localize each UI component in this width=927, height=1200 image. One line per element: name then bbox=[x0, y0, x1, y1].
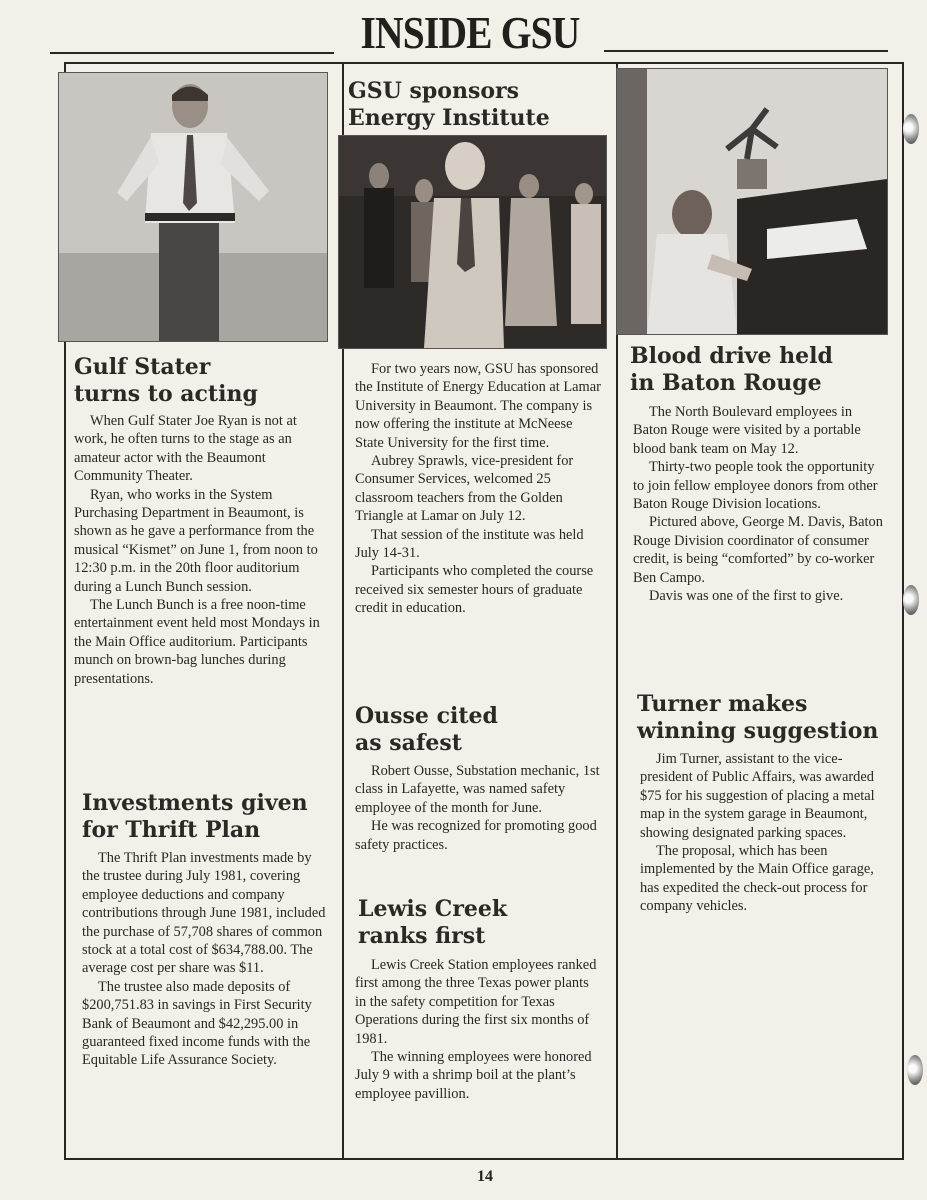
paragraph: Participants who completed the course received six semester hours of graduate credit in education. bbox=[355, 563, 594, 617]
article-turner bbox=[640, 750, 888, 916]
paragraph: The proposal, which has been implemented by the Main Office garage, has expedited the check-out process for company vehicles. bbox=[640, 843, 874, 915]
paragraph: The Thrift Plan investments made by the trustee during July 1981, covering employee deductions and company contributions through June 1981, included the purchase of 57,708 shares of common stock at a total cost of $634,788.00. The average cost per share was $11. bbox=[82, 850, 326, 977]
article-gulf-stater bbox=[74, 412, 324, 688]
paragraph: When Gulf Stater Joe Ryan is not at work, he often turns to the stage as an amateur actor with the Beaumont Community Theater. bbox=[74, 413, 297, 485]
photo-blood-drive bbox=[616, 68, 888, 335]
paragraph: Davis was one of the first to give. bbox=[649, 588, 844, 605]
paragraph: Aubrey Sprawls, vice-president for Consumer Services, welcomed 25 classroom teachers from the Golden Triangle at Lamar on July 12. bbox=[355, 453, 574, 525]
headline-lewis-creek: Lewis Creek ranks first bbox=[358, 896, 508, 949]
paragraph: Robert Ousse, Substation mechanic, 1st class in Lafayette, was named safety employee of the month for June. bbox=[355, 763, 600, 816]
headline-energy-institute: GSU sponsors Energy Institute bbox=[348, 78, 550, 131]
paragraph: Ryan, who works in the System Purchasing Department in Beaumont, is shown as he gave a performance from the musical “Kismet” on June 1, from noon to 12:30 p.m. in the 20th floor auditorium during a Lunch Bunch session. bbox=[74, 486, 318, 595]
photo-actor bbox=[58, 72, 328, 342]
paragraph: The trustee also made deposits of $200,751.83 in savings in First Security Bank of Beaumont and $42,295.00 in guaranteed fixed income funds with the Equitable Life Assurance Society. bbox=[82, 978, 312, 1069]
paragraph: The Lunch Bunch is a free noon-time entertainment event held most Mondays in the Main Office auditorium. Participants munch on brown-bag lunches during presentations. bbox=[74, 597, 320, 687]
paragraph: Thirty-two people took the opportunity to join fellow employee donors from other Baton Rouge Division locations. bbox=[633, 459, 878, 513]
paragraph: For two years now, GSU has sponsored the Institute of Energy Education at Lamar University in Beaumont. The company is now offering the institute at McNeese State University for the first time. bbox=[355, 361, 601, 451]
masthead-title: INSIDE GSU bbox=[360, 7, 580, 58]
headline-turner: Turner makes winning suggestion bbox=[637, 691, 879, 744]
headline-gulf-stater: Gulf Stater turns to acting bbox=[74, 354, 258, 407]
photo-energy-institute bbox=[338, 135, 607, 349]
paragraph: Jim Turner, assistant to the vice-president of Public Affairs, was awarded $75 for his suggestion of placing a metal map in the system garage in Beaumont, showing designated parking spaces. bbox=[640, 751, 875, 841]
paragraph: He was recognized for promoting good safety practices. bbox=[355, 818, 597, 853]
paragraph: Pictured above, George M. Davis, Baton Rouge Division coordinator of consumer credit, is being “comforted” by co-worker Ben Campo. bbox=[633, 514, 883, 586]
article-energy-institute bbox=[355, 360, 603, 618]
binder-hole-icon bbox=[903, 585, 919, 615]
masthead-rule-right bbox=[604, 50, 888, 52]
paragraph: Lewis Creek Station employees ranked first among the three Texas power plants in the safety competition for Texas Operations during the first six months of 1981. bbox=[355, 957, 597, 1047]
paragraph: The winning employees were honored July 9 with a shrimp boil at the plant’s employee pavillion. bbox=[355, 1049, 592, 1102]
article-investments bbox=[82, 849, 328, 1070]
article-lewis-creek bbox=[355, 956, 603, 1103]
headline-blood-drive: Blood drive held in Baton Rouge bbox=[630, 343, 833, 396]
paragraph: That session of the institute was held July 14-31. bbox=[355, 526, 584, 562]
binder-hole-icon bbox=[907, 1055, 923, 1085]
paragraph: The North Boulevard employees in Baton Rouge were visited by a portable blood bank team on May 12. bbox=[633, 404, 861, 457]
article-blood-drive bbox=[633, 403, 885, 605]
binder-hole-icon bbox=[903, 114, 919, 144]
headline-investments: Investments given for Thrift Plan bbox=[82, 790, 308, 843]
page-number: 14 bbox=[477, 1168, 493, 1185]
article-ousse bbox=[355, 762, 603, 854]
masthead-rule-left bbox=[50, 52, 334, 54]
headline-ousse: Ousse cited as safest bbox=[355, 703, 498, 756]
